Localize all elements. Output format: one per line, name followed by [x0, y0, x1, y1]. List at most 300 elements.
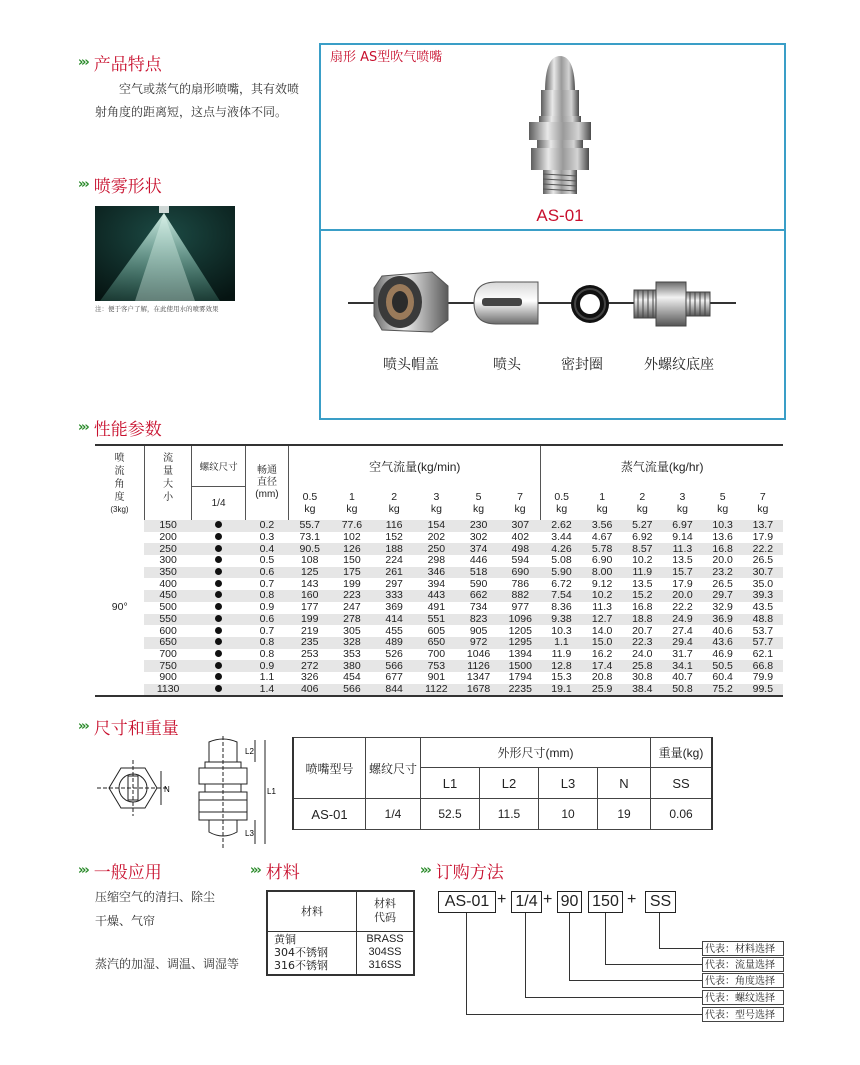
air-value-cell: 605 — [427, 624, 446, 637]
flow-cell: 250 — [159, 542, 177, 555]
thread-available-dot-icon — [215, 591, 222, 598]
air-value-cell: 1347 — [466, 671, 491, 684]
features-text: 空气或蒸气的扇形喷嘴，其有效喷射角度的距离短，这点与液体不同。 — [95, 82, 300, 119]
steam-value-cell: 24.0 — [632, 647, 653, 660]
header-diameter: 畅通直径(mm) — [245, 446, 288, 520]
connector-model — [466, 913, 467, 1015]
connector-thread-h — [525, 997, 702, 998]
thread-dot — [192, 520, 246, 532]
steam-value-cell: 12.8 — [551, 659, 572, 672]
steam-value-cell: 11.3 — [592, 601, 612, 614]
air-value-cell: 247 — [343, 601, 361, 614]
air-value-cell: 402 — [511, 531, 530, 544]
air-value-cell: 154 — [427, 519, 446, 532]
table-row — [95, 649, 783, 661]
chevron-mark-icon: »› — [78, 719, 88, 734]
steam-value-cell: 11.9 — [632, 566, 653, 579]
app-line-1: 压缩空气的清扫、除尘 — [95, 890, 216, 904]
dims-header-outer: 外形尺寸(mm) — [421, 738, 651, 768]
air-value-cell: 443 — [427, 589, 446, 602]
diameter-cell: 1.1 — [259, 671, 275, 684]
air-value-cell: 1295 — [508, 636, 532, 649]
seal-ring-image — [568, 282, 612, 326]
flow-cell: 200 — [159, 531, 177, 544]
air-value-cell: 690 — [511, 566, 530, 579]
table-row — [95, 532, 783, 544]
steam-value-cell: 16.2 — [591, 647, 613, 660]
legend-thread: 代表：螺纹选择 — [702, 990, 784, 1005]
pressure-steam-4: 5 kg — [717, 491, 729, 515]
air-value-cell: 102 — [343, 531, 361, 544]
air-value-cell: 446 — [469, 554, 488, 567]
spray-note: 注：便于客户了解，在此使用水的喷雾效果 — [95, 305, 219, 313]
nozzle-assembly-image — [515, 52, 605, 202]
steam-value-cell: 50.5 — [712, 659, 733, 672]
air-value-cell: 143 — [300, 577, 319, 590]
chevron-mark-icon: »› — [78, 177, 88, 192]
pressure-air-4: 5 kg — [473, 491, 485, 515]
flow-cell: 900 — [159, 671, 177, 684]
air-value-cell: 901 — [427, 671, 446, 684]
thread-available-dot-icon — [215, 556, 222, 563]
thread-dot — [192, 590, 246, 602]
steam-value-cell: 25.8 — [632, 659, 653, 672]
flow-cell: 600 — [159, 624, 177, 637]
thread-available-dot-icon — [215, 673, 222, 680]
order-code-flow: 150 — [588, 891, 623, 913]
air-value-cell: 455 — [385, 624, 403, 637]
air-value-cell: 261 — [385, 566, 403, 579]
thread-dot — [192, 602, 246, 614]
thread-dot — [192, 649, 246, 661]
flow-cell: 300 — [159, 554, 177, 567]
material-header-name: 材料 — [267, 891, 357, 931]
thread-dot — [192, 684, 246, 696]
steam-value-cell: 38.4 — [632, 682, 653, 695]
steam-value-cell: 30.8 — [632, 671, 653, 684]
steam-value-cell: 16.8 — [712, 542, 733, 555]
air-value-cell: 1394 — [508, 647, 532, 660]
air-value-cell: 230 — [469, 519, 488, 532]
chevron-mark-icon: »› — [250, 863, 260, 878]
thread-available-dot-icon — [215, 580, 222, 587]
steam-value-cell: 20.7 — [632, 624, 653, 637]
air-value-cell: 328 — [343, 636, 361, 649]
header-air-flow: 空气流量(kg/min) — [289, 446, 541, 486]
connector-thread — [525, 913, 526, 998]
air-value-cell: 1794 — [508, 671, 532, 684]
dims-value-l3: 10 — [539, 799, 598, 830]
diameter-cell: 0.7 — [259, 624, 275, 637]
air-value-cell: 406 — [300, 682, 319, 695]
air-value-cell: 677 — [385, 671, 403, 684]
steam-value-cell: 17.9 — [672, 577, 693, 590]
steam-value-cell: 34.1 — [672, 659, 693, 672]
air-value-cell: 223 — [343, 589, 361, 602]
steam-value-cell: 15.7 — [672, 566, 693, 579]
air-value-cell: 160 — [300, 589, 319, 602]
air-value-cell: 199 — [343, 577, 361, 590]
steam-value-cell: 15.2 — [632, 589, 653, 602]
flow-cell: 500 — [159, 601, 177, 614]
thread-available-dot-icon — [215, 650, 222, 657]
air-value-cell: 786 — [511, 577, 530, 590]
steam-value-cell: 11.9 — [551, 647, 572, 660]
flow-cell: 750 — [159, 659, 177, 672]
steam-value-cell: 99.5 — [752, 682, 774, 695]
steam-value-cell: 26.5 — [752, 554, 774, 567]
steam-value-cell: 9.12 — [591, 577, 613, 590]
order-plus-2: + — [543, 891, 553, 908]
performance-heading: »› 性能参数 — [78, 420, 162, 440]
diameter-cell: 1.4 — [259, 682, 275, 695]
thread-available-dot-icon — [215, 615, 222, 622]
air-value-cell: 126 — [343, 542, 361, 555]
thread-available-dot-icon — [215, 533, 222, 540]
legend-flow: 代表：流量选择 — [702, 957, 784, 972]
diameter-cell: 0.3 — [259, 531, 275, 544]
steam-value-cell: 19.1 — [551, 682, 572, 695]
steam-value-cell: 9.38 — [551, 612, 572, 625]
dims-value-l1: 52.5 — [421, 799, 480, 830]
steam-value-cell: 14.0 — [591, 624, 613, 637]
thread-available-dot-icon — [215, 568, 222, 575]
thread-available-dot-icon — [215, 638, 222, 645]
steam-value-cell: 43.5 — [752, 601, 774, 614]
steam-value-cell: 29.7 — [712, 589, 733, 602]
chevron-mark-icon: »› — [78, 420, 88, 435]
connector-flow-h — [605, 964, 702, 965]
l1-dim-label: L1 — [267, 787, 276, 796]
dims-value-n: 19 — [598, 799, 651, 830]
steam-value-cell: 5.08 — [551, 554, 572, 567]
air-value-cell: 977 — [511, 601, 530, 614]
dims-value-ss: 0.06 — [651, 799, 713, 830]
air-value-cell: 380 — [343, 659, 361, 672]
air-value-cell: 823 — [469, 612, 488, 625]
steam-value-cell: 10.3 — [551, 624, 572, 637]
diameter-cell: 0.8 — [259, 636, 275, 649]
air-value-cell: 489 — [385, 636, 403, 649]
flow-cell: 1130 — [156, 682, 180, 695]
steam-value-cell: 4.26 — [551, 542, 572, 555]
steam-value-cell: 11.3 — [672, 542, 693, 555]
diameter-cell: 0.9 — [259, 601, 275, 614]
steam-value-cell: 39.3 — [752, 589, 774, 602]
threaded-base-image — [632, 278, 712, 330]
air-value-cell: 590 — [469, 577, 488, 590]
steam-value-cell: 8.00 — [591, 566, 613, 579]
steam-value-cell: 20.8 — [591, 671, 613, 684]
header-thread: 螺纹尺寸 — [192, 446, 246, 486]
air-value-cell: 108 — [300, 554, 319, 567]
steam-value-cell: 22.2 — [752, 542, 774, 555]
steam-value-cell: 4.67 — [591, 531, 613, 544]
pressure-air-5: 7 kg — [500, 486, 541, 520]
air-value-cell: 734 — [469, 601, 488, 614]
steam-value-cell: 20.0 — [672, 589, 693, 602]
dims-header-thread: 螺纹尺寸 — [366, 738, 421, 799]
table-row — [95, 543, 783, 555]
diameter-cell: 0.8 — [259, 647, 275, 660]
air-value-cell: 150 — [343, 554, 361, 567]
table-row — [95, 672, 783, 684]
table-row — [95, 520, 783, 532]
pressure-steam-1: 1 kg — [596, 491, 608, 515]
dims-header-model: 喷嘴型号 — [293, 738, 366, 799]
air-value-cell: 224 — [385, 554, 403, 567]
header-flow: 流量大小 — [144, 446, 191, 520]
thread-dot — [192, 625, 246, 637]
air-value-cell: 307 — [511, 519, 530, 532]
order-plus-3: + — [627, 891, 637, 908]
steam-value-cell: 53.7 — [752, 624, 774, 637]
steam-value-cell: 9.14 — [672, 531, 693, 544]
steam-value-cell: 13.7 — [752, 519, 774, 532]
thread-dot — [192, 660, 246, 672]
steam-value-cell: 5.27 — [632, 519, 653, 532]
thread-dot — [192, 532, 246, 544]
steam-value-cell: 6.90 — [591, 554, 613, 567]
air-value-cell: 298 — [427, 554, 446, 567]
pressure-air-2: 2 kg — [388, 491, 400, 515]
l2-dim-label: L2 — [245, 747, 254, 756]
steam-value-cell: 17.9 — [752, 531, 774, 544]
air-value-cell: 278 — [343, 612, 361, 625]
product-title: 扇形 AS型吹气喷嘴 — [330, 50, 443, 65]
table-row — [95, 602, 783, 614]
air-value-cell: 454 — [343, 671, 361, 684]
flow-cell: 400 — [159, 577, 177, 590]
product-model: AS-01 — [536, 206, 584, 225]
diameter-cell: 0.4 — [259, 542, 275, 555]
table-row — [95, 684, 783, 696]
steam-value-cell: 60.4 — [712, 671, 733, 684]
pressure-steam-0: 0.5 kg — [554, 491, 570, 515]
ordering-heading: »› 订购方法 — [420, 863, 504, 883]
air-value-cell: 394 — [427, 577, 446, 590]
air-value-cell: 491 — [427, 601, 446, 614]
thread-dot — [192, 567, 246, 579]
steam-value-cell: 46.9 — [712, 647, 733, 660]
connector-angle-h — [569, 980, 702, 981]
steam-value-cell: 13.5 — [632, 577, 653, 590]
air-value-cell: 700 — [427, 647, 446, 660]
connector-material-h — [659, 948, 702, 949]
chevron-mark-icon: »› — [78, 863, 88, 878]
legend-material: 代表：材料选择 — [702, 941, 784, 956]
dims-value-model: AS-01 — [293, 799, 366, 830]
air-value-cell: 353 — [343, 647, 361, 660]
air-value-cell: 152 — [385, 531, 403, 544]
dims-col-l2: L2 — [480, 768, 539, 799]
air-value-cell: 219 — [300, 624, 319, 637]
steam-value-cell: 30.7 — [752, 566, 774, 579]
chevron-mark-icon: »› — [78, 55, 88, 70]
air-value-cell: 498 — [511, 542, 530, 555]
diameter-cell: 0.7 — [259, 577, 275, 590]
steam-value-cell: 27.4 — [672, 624, 693, 637]
l3-dim-label: L3 — [245, 829, 254, 838]
dimension-drawing — [95, 736, 275, 851]
features-heading: »› 产品特点 — [78, 55, 162, 75]
flow-cell: 150 — [159, 519, 177, 532]
header-steam-flow: 蒸气流量(kg/hr) — [620, 459, 704, 474]
pressure-air-0: 0.5 kg — [302, 491, 318, 515]
thread-dot — [192, 578, 246, 590]
steam-value-cell: 18.8 — [632, 612, 653, 625]
steam-value-cell: 32.9 — [712, 601, 733, 614]
flow-cell: 650 — [159, 636, 177, 649]
steam-value-cell: 40.7 — [672, 671, 693, 684]
air-value-cell: 1205 — [508, 624, 532, 637]
applications-heading: »› 一般应用 — [78, 863, 162, 883]
air-value-cell: 662 — [469, 589, 488, 602]
pressure-air-1: 1 kg — [346, 491, 358, 515]
steam-value-cell: 8.57 — [632, 542, 653, 555]
steam-value-cell: 6.92 — [632, 531, 653, 544]
dims-header-weight: 重量(kg) — [651, 738, 713, 768]
steam-value-cell: 31.7 — [672, 647, 693, 660]
dims-col-ss: SS — [651, 768, 713, 799]
performance-table — [95, 444, 783, 697]
steam-value-cell: 48.8 — [752, 612, 774, 625]
air-value-cell: 905 — [469, 624, 488, 637]
steam-value-cell: 35.0 — [752, 577, 774, 590]
dims-col-n: N — [598, 768, 651, 799]
performance-table-body — [95, 520, 783, 695]
air-value-cell: 1126 — [467, 659, 490, 672]
steam-value-cell: 13.6 — [712, 531, 733, 544]
steam-value-cell: 23.2 — [712, 566, 733, 579]
steam-value-cell: 62.1 — [752, 647, 774, 660]
air-value-cell: 526 — [385, 647, 403, 660]
steam-value-cell: 36.9 — [712, 612, 733, 625]
pressure-steam-3: 3 kg — [676, 491, 688, 515]
dims-col-l1: L1 — [421, 768, 480, 799]
steam-value-cell: 25.9 — [591, 682, 613, 695]
steam-value-cell: 6.97 — [672, 519, 693, 532]
steam-value-cell: 43.6 — [712, 636, 733, 649]
table-row — [95, 614, 783, 626]
air-value-cell: 882 — [511, 589, 530, 602]
diameter-cell: 0.6 — [259, 612, 275, 625]
air-value-cell: 305 — [343, 624, 361, 637]
thread-available-dot-icon — [215, 685, 222, 692]
air-value-cell: 250 — [427, 542, 446, 555]
steam-value-cell: 16.8 — [632, 601, 653, 614]
air-value-cell: 326 — [300, 671, 319, 684]
connector-flow — [605, 913, 606, 965]
steam-value-cell: 79.9 — [752, 671, 774, 684]
steam-value-cell: 75.2 — [712, 682, 733, 695]
dims-col-l3: L3 — [539, 768, 598, 799]
thread-dot — [192, 637, 246, 649]
n-dim-label: N — [164, 785, 170, 794]
flow-cell: 700 — [159, 647, 177, 660]
thread-available-dot-icon — [215, 545, 222, 552]
air-value-cell: 1046 — [466, 647, 491, 660]
order-code-material: SS — [645, 891, 676, 913]
diameter-cell: 0.8 — [259, 589, 275, 602]
steam-value-cell: 7.54 — [551, 589, 572, 602]
air-value-cell: 175 — [343, 566, 361, 579]
connector-material — [659, 913, 660, 949]
order-code-angle: 90 — [557, 891, 582, 913]
pressure-air-3: 3 kg — [430, 491, 442, 515]
order-code-model: AS-01 — [438, 891, 496, 913]
flow-cell: 350 — [159, 566, 177, 579]
material-names: 黄铜 304不锈钢 316不锈钢 — [267, 931, 357, 975]
air-value-cell: 188 — [385, 542, 403, 555]
air-value-cell: 414 — [385, 612, 403, 625]
steam-value-cell: 12.7 — [591, 612, 613, 625]
thread-dot — [192, 672, 246, 684]
steam-value-cell: 5.78 — [591, 542, 613, 555]
table-row — [95, 637, 783, 649]
angle-cell: 90° — [95, 520, 144, 695]
air-value-cell: 1678 — [466, 682, 491, 695]
app-line-2: 干燥、气帘 — [95, 914, 156, 928]
steam-value-cell: 6.72 — [551, 577, 572, 590]
part-label-cap: 喷头帽盖 — [383, 357, 439, 373]
connector-model-h — [466, 1014, 702, 1015]
table-row — [95, 625, 783, 637]
steam-value-cell: 10.2 — [632, 554, 653, 567]
spray-heading: »› 喷雾形状 — [78, 177, 162, 197]
dimensions-heading: »› 尺寸和重量 — [78, 719, 179, 739]
steam-value-cell: 3.56 — [591, 519, 613, 532]
steam-value-cell: 1.1 — [554, 636, 569, 649]
steam-value-cell: 50.8 — [672, 682, 693, 695]
app-line-3: 蒸汽的加湿、调温、调湿等 — [95, 957, 240, 971]
chevron-mark-icon: »› — [420, 863, 430, 878]
air-value-cell: 90.5 — [299, 542, 320, 555]
air-value-cell: 116 — [385, 519, 403, 532]
thread-dot — [192, 543, 246, 555]
air-value-cell: 551 — [427, 612, 446, 625]
legend-angle: 代表：角度选择 — [702, 973, 784, 988]
material-header-code: 材料代码 — [357, 891, 415, 931]
air-value-cell: 844 — [385, 682, 403, 695]
flow-cell: 550 — [159, 612, 177, 625]
air-value-cell: 594 — [511, 554, 530, 567]
order-plus-1: + — [497, 891, 507, 908]
legend-model: 代表：型号选择 — [702, 1007, 784, 1022]
air-value-cell: 125 — [300, 566, 319, 579]
steam-value-cell: 17.4 — [591, 659, 613, 672]
header-thread-value: 1/4 — [192, 486, 246, 520]
table-row — [95, 567, 783, 579]
thread-available-dot-icon — [215, 627, 222, 634]
steam-value-cell: 66.8 — [752, 659, 774, 672]
steam-value-cell: 10.2 — [591, 589, 613, 602]
air-value-cell: 235 — [300, 636, 319, 649]
diameter-cell: 0.5 — [259, 554, 275, 567]
table-row — [95, 555, 783, 567]
part-label-base: 外螺纹底座 — [644, 357, 714, 373]
air-value-cell: 302 — [469, 531, 488, 544]
steam-value-cell: 24.9 — [672, 612, 693, 625]
table-row — [95, 578, 783, 590]
air-value-cell: 374 — [469, 542, 488, 555]
diameter-cell: 0.2 — [259, 519, 275, 532]
steam-value-cell: 26.5 — [712, 577, 733, 590]
part-label-tip: 喷头 — [493, 357, 521, 373]
steam-value-cell: 5.90 — [551, 566, 572, 579]
flow-cell: 450 — [159, 589, 177, 602]
steam-value-cell: 57.7 — [752, 636, 774, 649]
